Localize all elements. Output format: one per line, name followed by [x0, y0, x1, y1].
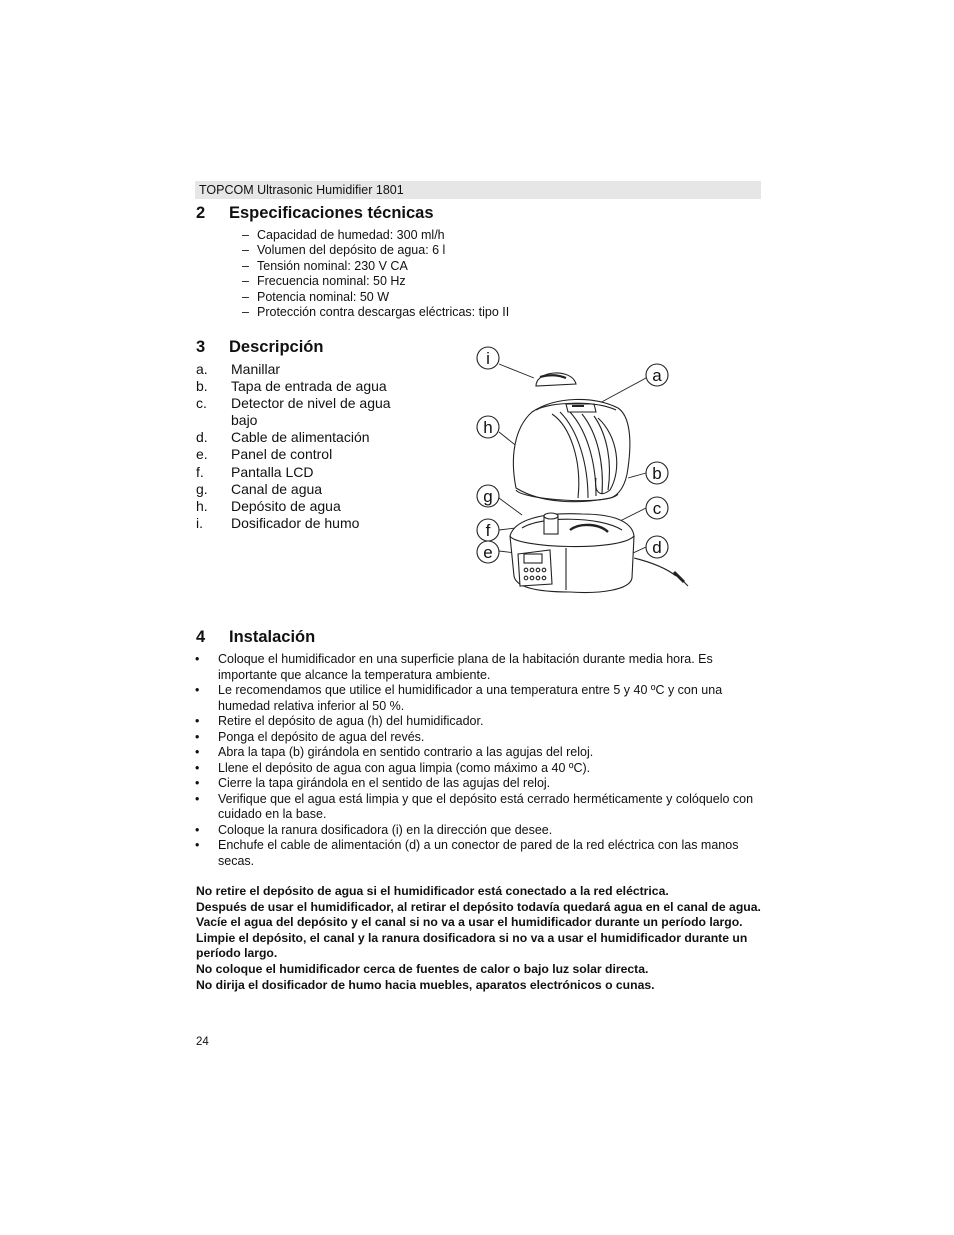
installation-item: • Coloque el humidificador en una superficie plana de la habitación durante media hora. Es importante que alcance la temperatura ambiente.: [195, 652, 713, 682]
part-item: d. Cable de alimentación: [196, 429, 370, 446]
part-item: f. Pantalla LCD: [196, 463, 314, 480]
callout-f: f: [485, 521, 491, 540]
installation-item: • Enchufe el cable de alimentación (d) a un conector de pared de la red eléctrica con las manos secas.: [195, 838, 739, 868]
callout-g: g: [483, 487, 493, 506]
installation-item: • Cierre la tapa girándola en el sentido de las agujas del reloj.: [195, 776, 551, 790]
installation-item: • Le recomendamos que utilice el humidificador a una temperatura entre 5 y 40 ºC y con una humedad relativa inferior al 50 %.: [195, 683, 723, 713]
section-2-title: Especificaciones técnicas: [229, 204, 434, 222]
part-item: e. Panel de control: [196, 446, 333, 463]
power-cable: [634, 558, 688, 586]
installation-item: • Llene el depósito de agua con agua limpia (como máximo a 40 ºC).: [195, 760, 591, 775]
section-3-title: Descripción: [229, 338, 324, 356]
warning-line: Vacíe el agua del depósito y el canal si no va a usar el humidificador durante un período largo.: [196, 915, 743, 930]
callout-i: i: [486, 349, 490, 368]
spec-item: – Capacidad de humedad: 300 ml/h: [242, 228, 445, 242]
spec-item: – Volumen del depósito de agua: 6 l: [242, 243, 446, 258]
installation-item: • Abra la tapa (b) girándola en sentido contrario a las agujas del reloj.: [195, 745, 594, 759]
humidifier-diagram: [470, 340, 700, 600]
section-4-title: Instalación: [229, 628, 316, 646]
warning-line: No retire el depósito de agua si el humidificador está conectado a la red eléctrica.: [196, 884, 669, 898]
part-item: c. Detector de nivel de agua bajo: [196, 395, 391, 429]
section-4-number: 4: [196, 628, 206, 646]
page-number: 24: [196, 1036, 209, 1048]
mist-nozzle-cap: [536, 373, 576, 386]
callout-h: h: [483, 418, 493, 437]
warnings-block: [196, 884, 766, 993]
part-item: b. Tapa de entrada de agua: [196, 378, 387, 395]
warning-line: No coloque el humidificador cerca de fuentes de calor o bajo luz solar directa.: [196, 961, 649, 976]
callout-d: d: [652, 538, 662, 557]
callout-c: c: [652, 499, 662, 518]
section-3-number: 3: [196, 338, 206, 356]
warning-line: Limpie el depósito, el canal y la ranura dosificadora si no va a usar el humidificador durante un período largo.: [196, 930, 748, 961]
humidifier-base: [510, 513, 634, 592]
installation-item: • Ponga el depósito de agua del revés.: [195, 729, 425, 744]
spec-list: [242, 228, 509, 320]
part-item: i. Dosificador de humo: [196, 514, 360, 531]
callout-b: b: [652, 464, 662, 483]
spec-item: – Tensión nominal: 230 V CA: [242, 258, 408, 273]
installation-item: • Verifique que el agua está limpia y que el depósito está cerrado herméticamente y colóquelo con cuidado en la base.: [195, 791, 754, 821]
running-header: TOPCOM Ultrasonic Humidifier 1801: [195, 181, 761, 199]
callout-e: e: [483, 543, 493, 562]
warning-line: No dirija el dosificador de humo hacia muebles, aparatos electrónicos o cunas.: [196, 977, 655, 992]
water-tank: [513, 399, 629, 501]
installation-item: • Retire el depósito de agua (h) del humidificador.: [195, 714, 484, 728]
callout-a: a: [652, 366, 662, 385]
spec-item: – Frecuencia nominal: 50 Hz: [242, 274, 406, 289]
section-4-heading: [196, 627, 315, 647]
spec-item: – Protección contra descargas eléctricas: tipo II: [242, 305, 510, 320]
spec-item: – Potencia nominal: 50 W: [242, 289, 390, 304]
part-item: g. Canal de agua: [196, 480, 323, 497]
section-3-heading: [196, 337, 323, 357]
section-2-number: 2: [196, 204, 206, 222]
installation-list: [195, 652, 765, 869]
section-2-heading: [196, 203, 434, 223]
part-item: h. Depósito de agua: [196, 497, 341, 514]
installation-item: • Coloque la ranura dosificadora (i) en la dirección que desee.: [195, 822, 553, 837]
warning-line: Después de usar el humidificador, al retirar el depósito todavía quedará agua en el canal de agua.: [196, 899, 761, 914]
parts-list: [196, 361, 406, 532]
part-item: a. Manillar: [196, 361, 281, 377]
